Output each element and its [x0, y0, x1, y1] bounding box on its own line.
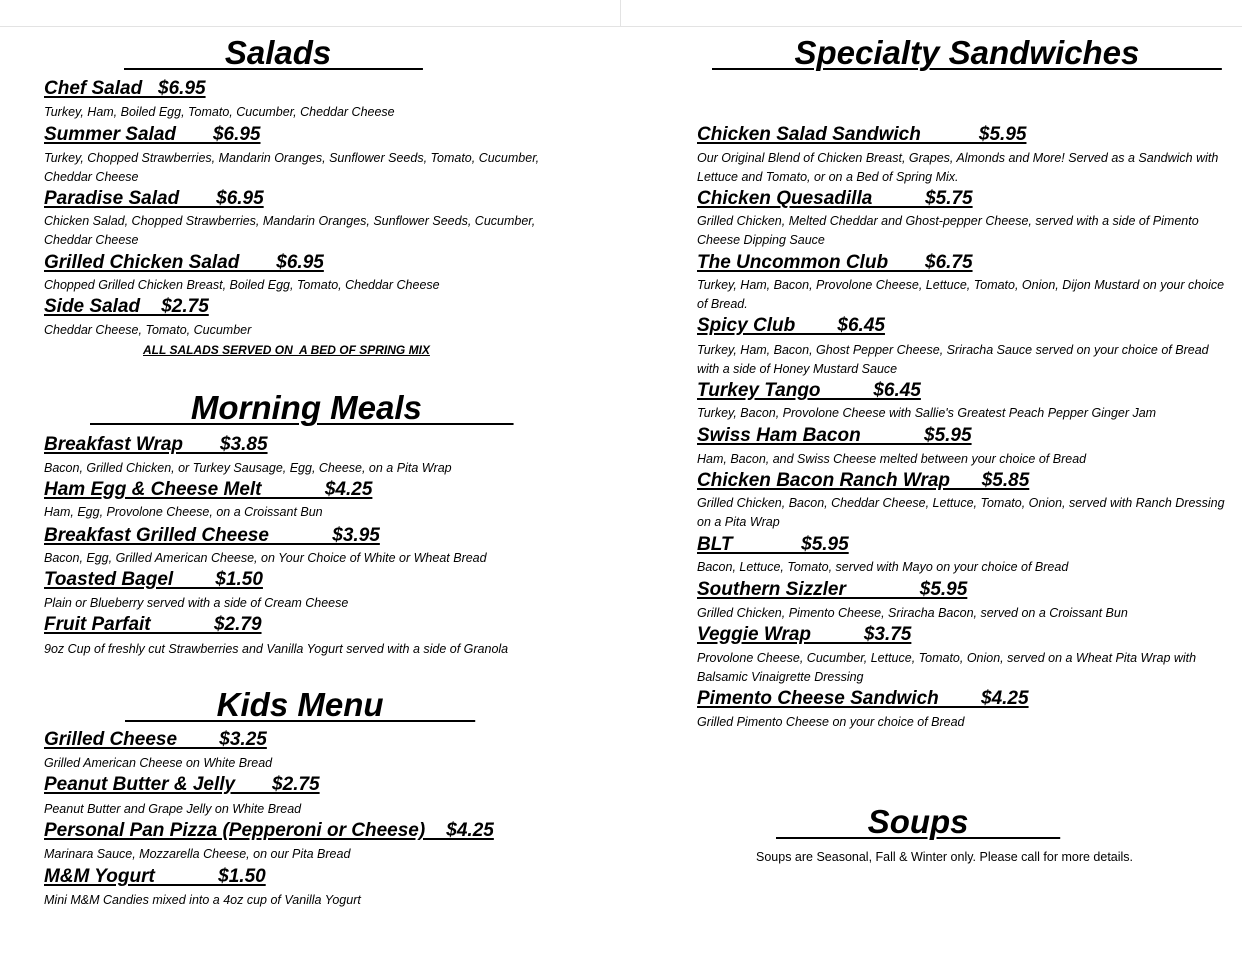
top-bar-divider: [620, 0, 621, 27]
sandwich-item-desc: Provolone Cheese, Cucumber, Lettuce, Tomato, Onion, served on a Wheat Pita Wrap with Balsamic Vinaigrette Dressing: [697, 651, 1197, 684]
kids-item-desc: Peanut Butter and Grape Jelly on White Bread: [44, 802, 302, 816]
morning-item-name: Toasted Bagel $1.50: [44, 569, 263, 590]
kids-item-desc: Mini M&M Candies mixed into a 4oz cup of Vanilla Yogurt: [44, 893, 361, 907]
sandwich-item-desc: Our Original Blend of Chicken Breast, Grapes, Almonds and More! Served as a Sandwich with Lettuce and Tomato, or on a Bed of Spring Mix.: [697, 151, 1219, 184]
sandwich-item-desc: Grilled Chicken, Bacon, Cheddar Cheese, Lettuce, Tomato, Onion, served with Ranch Dressing on a Pita Wrap: [697, 496, 1225, 529]
sandwich-item-name: Swiss Ham Bacon $5.95: [697, 425, 972, 446]
morning-item-desc: Bacon, Grilled Chicken, or Turkey Sausage, Egg, Cheese, on a Pita Wrap: [44, 461, 452, 475]
sandwich-item-desc: Grilled Chicken, Pimento Cheese, Sriracha Bacon, served on a Croissant Bun: [697, 606, 1128, 620]
sandwich-item-name: Chicken Salad Sandwich $5.95: [697, 124, 1027, 145]
sandwich-item-name: BLT $5.95: [697, 534, 849, 555]
morning-item-name: Breakfast Wrap $3.85: [44, 434, 268, 455]
kids-item-name: M&M Yogurt $1.50: [44, 866, 266, 887]
sandwich-item-desc: Turkey, Ham, Bacon, Ghost Pepper Cheese, Sriracha Sauce served on your choice of Bread with a side of Honey Mustard Sauce: [697, 343, 1209, 376]
soups-note: Soups are Seasonal, Fall & Winter only. Please call for more details.: [756, 850, 1134, 864]
salad-item-desc: Chopped Grilled Chicken Breast, Boiled Egg, Tomato, Cheddar Cheese: [44, 278, 440, 292]
top-bar: [0, 0, 1242, 27]
salads-note: ALL SALADS SERVED ON A BED OF SPRING MIX: [143, 343, 430, 357]
specialty-sandwiches-heading: Specialty Sandwiches: [712, 34, 1222, 71]
sandwich-item-name: Veggie Wrap $3.75: [697, 624, 912, 645]
sandwich-item-desc: Turkey, Bacon, Provolone Cheese with Sallie's Greatest Peach Pepper Ginger Jam: [697, 406, 1157, 420]
kids-item-desc: Grilled American Cheese on White Bread: [44, 756, 273, 770]
morning-item-desc: 9oz Cup of freshly cut Strawberries and Vanilla Yogurt served with a side of Granola: [44, 642, 509, 656]
salad-item-desc: Chicken Salad, Chopped Strawberries, Mandarin Oranges, Sunflower Seeds, Cucumber, Cheddar Cheese: [44, 214, 536, 247]
morning-item-desc: Bacon, Egg, Grilled American Cheese, on Your Choice of White or Wheat Bread: [44, 551, 487, 565]
sandwich-item-name: Southern Sizzler $5.95: [697, 579, 968, 600]
salad-item-name: Chef Salad $6.95: [44, 78, 206, 99]
morning-item-name: Ham Egg & Cheese Melt $4.25: [44, 479, 373, 500]
sandwich-item-name: Spicy Club $6.45: [697, 315, 885, 336]
salad-item-name: Grilled Chicken Salad $6.95: [44, 252, 324, 273]
sandwich-item-desc: Grilled Chicken, Melted Cheddar and Ghost-pepper Cheese, served with a side of Pimento Cheese Dipping Sauce: [697, 214, 1199, 247]
morning-meals-heading: Morning Meals: [90, 389, 514, 426]
salad-item-desc: Turkey, Ham, Boiled Egg, Tomato, Cucumber, Cheddar Cheese: [44, 105, 395, 119]
sandwich-item-name: Pimento Cheese Sandwich $4.25: [697, 688, 1029, 709]
salad-item-desc: Turkey, Chopped Strawberries, Mandarin Oranges, Sunflower Seeds, Tomato, Cucumber, Cheddar Cheese: [44, 151, 540, 184]
sandwich-item-name: The Uncommon Club $6.75: [697, 252, 973, 273]
kids-item-name: Grilled Cheese $3.25: [44, 729, 267, 750]
kids-item-name: Peanut Butter & Jelly $2.75: [44, 774, 320, 795]
sandwich-item-desc: Grilled Pimento Cheese on your choice of Bread: [697, 715, 965, 729]
salad-item-name: Side Salad $2.75: [44, 296, 209, 317]
salad-item-desc: Cheddar Cheese, Tomato, Cucumber: [44, 323, 252, 337]
salad-item-name: Paradise Salad $6.95: [44, 188, 264, 209]
sandwich-item-desc: Ham, Bacon, and Swiss Cheese melted between your choice of Bread: [697, 452, 1087, 466]
sandwich-item-desc: Turkey, Ham, Bacon, Provolone Cheese, Lettuce, Tomato, Onion, Dijon Mustard on your choice of Bread.: [697, 278, 1225, 311]
kids-item-name: Personal Pan Pizza (Pepperoni or Cheese) $4.25: [44, 820, 494, 841]
salads-heading: Salads: [124, 34, 423, 71]
kids-menu-heading: Kids Menu: [125, 686, 476, 723]
kids-item-desc: Marinara Sauce, Mozzarella Cheese, on our Pita Bread: [44, 847, 351, 861]
sandwich-item-name: Turkey Tango $6.45: [697, 380, 921, 401]
salad-item-name: Summer Salad $6.95: [44, 124, 261, 145]
sandwich-item-name: Chicken Quesadilla $5.75: [697, 188, 973, 209]
morning-item-desc: Ham, Egg, Provolone Cheese, on a Croissant Bun: [44, 505, 323, 519]
sandwich-item-desc: Bacon, Lettuce, Tomato, served with Mayo on your choice of Bread: [697, 560, 1069, 574]
sandwich-item-name: Chicken Bacon Ranch Wrap $5.85: [697, 470, 1030, 491]
soups-heading: Soups: [776, 803, 1061, 840]
morning-item-desc: Plain or Blueberry served with a side of Cream Cheese: [44, 596, 349, 610]
morning-item-name: Breakfast Grilled Cheese $3.95: [44, 525, 380, 546]
morning-item-name: Fruit Parfait $2.79: [44, 614, 262, 635]
